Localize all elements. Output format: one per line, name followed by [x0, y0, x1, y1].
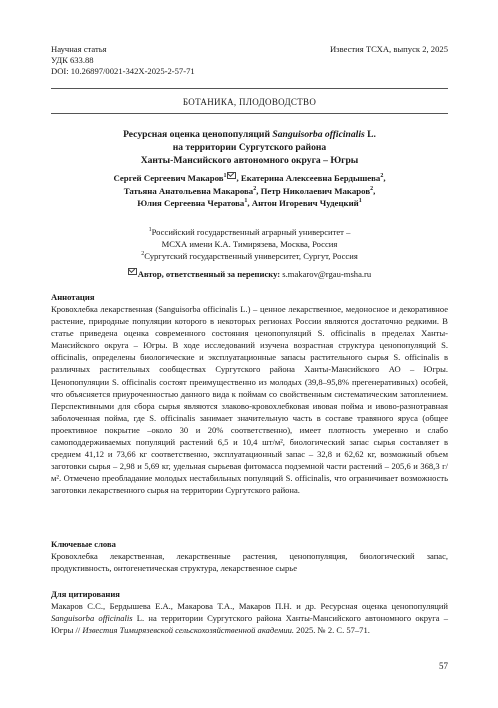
author-name: , Петр Николаевич Макаров — [256, 185, 371, 196]
author-affil-mark: 2 — [370, 185, 374, 192]
affil-number: 2 — [141, 251, 145, 258]
page-number: 57 — [439, 661, 448, 671]
citation-text — [51, 600, 448, 636]
title-line3: Ханты-Мансийского автономного округа – Югры — [140, 155, 359, 166]
abstract-heading: Аннотация — [51, 292, 95, 302]
author-affil-mark: 1 — [244, 198, 248, 205]
correspondence — [51, 268, 448, 280]
header-meta — [51, 44, 195, 77]
article-type: Научная статья — [51, 44, 107, 54]
correspondence-label: Автор, ответственный за переписку: — [137, 269, 281, 279]
author-name: , Екатерина Алексеевна Бердышева — [236, 173, 381, 183]
envelope-icon — [227, 172, 236, 179]
article-title — [51, 128, 448, 167]
title-part2: L. — [364, 129, 376, 140]
udk-code: УДК 633.88 — [51, 55, 94, 65]
section-divider — [51, 113, 448, 114]
author-name: Сергей Сергеевич Макаров — [113, 173, 224, 183]
author-name: Татьяна Анатольевна Макарова — [123, 185, 254, 196]
correspondence-email[interactable]: s.makarov@rgau-msha.ru — [280, 269, 372, 279]
citation-part: Макаров С.С., Бердышева Е.А., Макарова Т.А., Макаров П.Н. и др. Ресурсная оценка ценопопуляций — [51, 601, 448, 611]
author-list: Сергей Сергеевич Макаров$^1$ , Екатерина Алексеевна Бердышева$^2$, Татьяна Анатольевна Макарова$^2$, Петр Николаевич Макаров$^2$, Юлия Сергеевна Чератова$^1$, Антон Игоревич Чудецкий$^1$ — [113, 173, 386, 208]
section-heading: БОТАНИКА, ПЛОДОВОДСТВО — [182, 97, 317, 107]
journal-issue: Известия ТСХА, выпуск 2, 2025 — [329, 44, 448, 54]
author-affil-mark: 2 — [253, 185, 257, 192]
keywords-text: Кровохлебка лекарственная, лекарственные растения, ценопопуляция, биологический запас, продуктивность, онтогенетическая структура, лекарственное сырье — [51, 551, 448, 574]
citation-species: Sanguisorba officinalis — [51, 613, 133, 624]
author-name: Юлия Сергеевна Чератова — [137, 198, 245, 208]
author-affil-mark: 1 — [223, 173, 227, 180]
title-line2: на территории Сургутского района — [172, 142, 327, 153]
affil-line: Российский государственный аграрный университет – — [151, 227, 351, 237]
title-species: Sanguisorba officinalis — [272, 129, 365, 140]
author-affil-mark: 1 — [358, 198, 362, 205]
citation-journal: Известия Тимирязевской сельскохозяйственной академии. — [82, 625, 295, 636]
keywords-heading: Ключевые слова — [51, 539, 116, 549]
affil-line: Сургутский государственный университет, Сургут, Россия — [144, 251, 358, 261]
citation-heading: Для цитирования — [51, 589, 120, 599]
doi-link[interactable]: DOI: 10.26897/0021-342X-2025-2-57-71 — [51, 66, 195, 76]
envelope-icon — [128, 268, 137, 275]
affiliations — [51, 226, 448, 262]
title-part1: Ресурсная оценка ценопопуляций — [123, 129, 273, 140]
author-name: , Антон Игоревич Чудецкий — [247, 198, 359, 208]
affil-line: МСХА имени К.А. Тимирязева, Москва, Россия — [161, 239, 338, 249]
citation-part: 2025. № 2. С. 57–71. — [294, 625, 370, 636]
affil-number: 1 — [148, 227, 152, 234]
author-affil-mark: 2 — [380, 173, 384, 180]
top-divider — [51, 88, 448, 89]
citation-part: L. на территории Сургутского района Ханты-Мансийского автономного округа – Югры // — [51, 613, 448, 636]
abstract-text: Кровохлебка лекарственная (Sanguisorba officinalis L.) – ценное лекарственное, медоносное и декоративное растение, природные популяции которого в некоторых регионах России являются достаточно редкими. В статье приведена оценка современного состояния ценопопуляций S. officinalis в пределах Ханты-Мансийского округа – Югры. В ходе исследований изучена возрастная структура ценопопуляций S. officinalis, определены биологические и эксплуатационные запасы растительного сырья S. officinalis в различных растительных сообществах Сургутского района Ханты-Мансийского АО – Югры. Ценопопуляции S. officinalis состоят преимущественно из молодых (39,8–95,8% прегенеративных) особей, что объясняется приуроченностью данного вида к поймам со свойственным систематическим затоплением. Перспективными для сбора сырья являются злаково-кровохлебковая ивовая пойма и ивово-разнотравная заболоченная пойма, где S. officinalis занимает значительную часть в составе травяного яруса (общее проективное покрытие –около 30 и 20% соответственно), имеет плотность умеренно и слабо самоподдерживаемых популяций растений 6,5 и 10,4 шт/м², биологический запас сырья составляет в среднем 41,12 и 73,66 кг соответственно, эксплуатационный запас – 32,8 и 62,62 кг, возможный объем заготовки сырья – 2,98 и 5,69 кг, удельная сырьевая фитомасса подземной части растений – 205,6 и 368,3 г/м². Отмечено преобладание молодых нестабильных популяций S. officinalis, что ограничивает возможность заготовки лекарственного сырья на территории Сургутского района. — [51, 304, 448, 496]
